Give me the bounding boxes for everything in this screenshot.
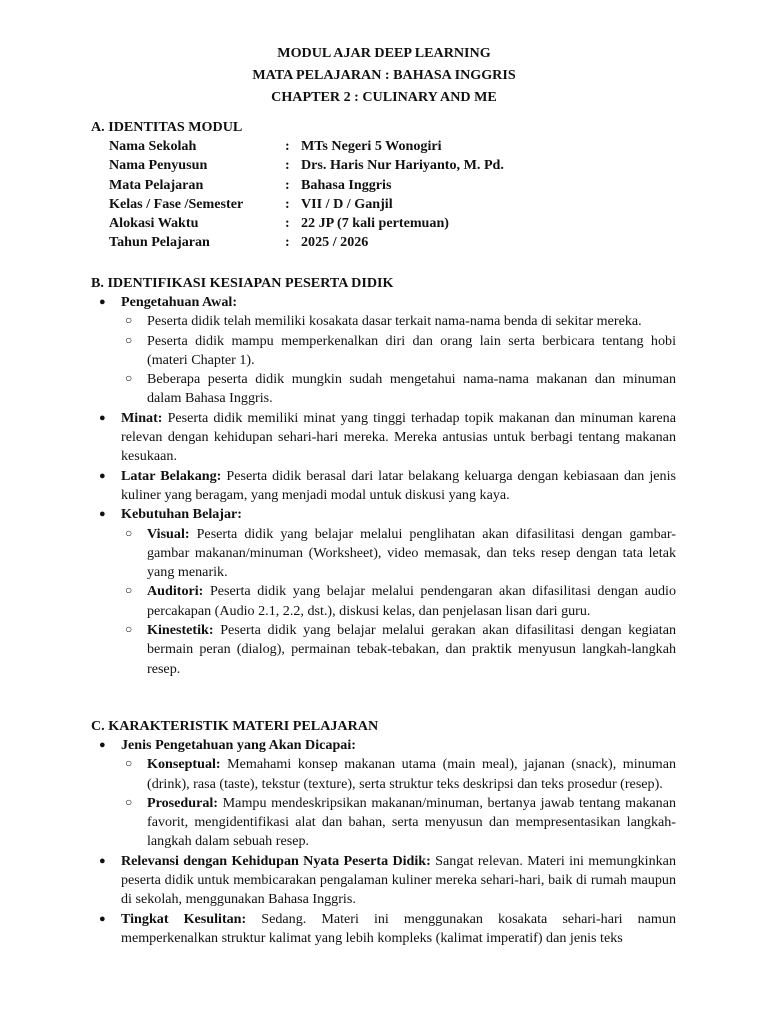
bullet-icon: ● [99, 296, 106, 308]
section-b-list [0, 293, 768, 679]
row-colon: : [285, 195, 290, 212]
row-label: Nama Sekolah [109, 138, 197, 154]
list-item-background [99, 467, 676, 506]
sub-item-label: Auditori: [147, 583, 204, 600]
bullet-icon: ● [99, 912, 106, 925]
item-label: Pengetahuan Awal: [121, 294, 238, 310]
list-item-learning-needs [99, 505, 676, 524]
sub-item-text: Memahami konsep makanan utama (main meal), jajanan (snack), minuman (drink), rasa (taste), tekstur (texture), serta struktur teks deskripsi dan teks prosedur (resep). [147, 756, 676, 792]
sub-item-text: Peserta didik yang belajar melalui pendengaran akan difasilitasi dengan audio percakapan (Audio 2.1, 2.2, dst.), diskusi kelas, dan penjelasan lisan dari guru. [147, 583, 676, 619]
circle-bullet-icon: ○ [125, 313, 133, 328]
row-colon: : [285, 157, 290, 174]
circle-bullet-icon: ○ [125, 622, 133, 637]
circle-bullet-icon: ○ [125, 371, 133, 386]
document-header [0, 42, 768, 108]
sub-item-procedural [125, 794, 676, 852]
row-value: Drs. Haris Nur Hariyanto, M. Pd. [301, 157, 504, 174]
header-title: MODUL AJAR DEEP LEARNING [277, 45, 491, 61]
row-label: Mata Pelajaran [109, 176, 204, 193]
row-colon: : [285, 138, 290, 154]
bullet-icon: ● [99, 469, 106, 482]
list-item-knowledge-types [99, 736, 676, 755]
sub-item-text: Peserta didik telah memiliki kosakata dasar terkait nama-nama benda di sekitar mereka. [147, 313, 642, 330]
sub-item [125, 312, 676, 331]
sub-item [125, 332, 676, 371]
bullet-icon: ● [99, 411, 106, 424]
row-label: Kelas / Fase /Semester [109, 195, 244, 212]
item-label: Kebutuhan Belajar: [121, 506, 242, 523]
row-value: VII / D / Ganjil [301, 195, 393, 212]
row-colon: : [285, 234, 290, 251]
item-label: Minat: [121, 409, 163, 426]
section-c-heading: C. KARAKTERISTIK MATERI PELAJARAN [91, 718, 379, 734]
list-item-relevance [99, 852, 676, 910]
bullet-icon: ● [99, 739, 106, 751]
sub-item-text: Mampu mendeskripsikan makanan/minuman, bertanya jawab tentang makanan favorit, mengidentifikasi alat dan bahan, serta menyusun dan mempresentasikan langkah-langkah dalam sebuah resep. [147, 794, 676, 850]
header-chapter: CHAPTER 2 : CULINARY AND ME [271, 89, 497, 105]
sub-item [125, 370, 676, 409]
list-item-difficulty [99, 910, 676, 949]
sub-item-auditory [125, 582, 676, 621]
bullet-icon: ● [99, 508, 106, 521]
row-value: Bahasa Inggris [301, 176, 392, 193]
sub-item-conceptual [125, 755, 676, 794]
item-text: Sangat relevan. Materi ini memungkinkan peserta didik untuk membicarakan pengalaman kuliner mereka sehari-hari, baik di rumah maupun di sekolah, menggunakan Bahasa Inggris. [121, 852, 676, 908]
sub-item-kinesthetic [125, 621, 676, 679]
sub-item-label: Prosedural: [147, 794, 218, 811]
item-text: Peserta didik memiliki minat yang tinggi terhadap topik makanan dan minuman karena relevan dengan kehidupan sehari-hari mereka. Mereka antusias untuk berbagi tentang makanan kesukaan. [121, 409, 676, 465]
row-colon: : [285, 176, 290, 193]
sub-item-text: Beberapa peserta didik mungkin sudah mengetahui nama-nama makanan dan minuman dalam Bahasa Inggris. [147, 371, 676, 407]
circle-bullet-icon: ○ [125, 756, 133, 771]
list-item-prior-knowledge [99, 293, 676, 312]
circle-bullet-icon: ○ [125, 525, 133, 540]
sub-item-label: Kinestetik: [147, 622, 214, 639]
row-value: 2025 / 2026 [301, 234, 369, 251]
item-label: Relevansi dengan Kehidupan Nyata Peserta Didik: [121, 852, 431, 869]
list-item-interest [99, 409, 676, 467]
row-label: Tahun Pelajaran [109, 234, 210, 251]
section-a-heading: A. IDENTITAS MODUL [91, 119, 243, 135]
section-c-list [0, 736, 768, 948]
sub-item-label: Konseptual: [147, 756, 221, 773]
item-label: Latar Belakang: [121, 467, 222, 484]
item-text: Sedang. Materi ini menggunakan kosakata sehari-hari namun memperkenalkan struktur kalimat yang lebih kompleks (kalimat imperatif) dan jenis teks [121, 910, 676, 946]
row-label: Nama Penyusun [109, 157, 208, 174]
row-label: Alokasi Waktu [109, 215, 199, 232]
sub-item-visual [125, 525, 676, 583]
section-b-heading: B. IDENTIFIKASI KESIAPAN PESERTA DIDIK [91, 275, 394, 291]
sub-item-text: Peserta didik yang belajar melalui penglihatan akan difasilitasi dengan gambar-gambar makanan/minuman (Worksheet), video memasak, dan teks resep dengan tata letak yang menarik. [147, 525, 676, 581]
bullet-icon: ● [99, 854, 106, 867]
header-subject: MATA PELAJARAN : BAHASA INGGRIS [252, 67, 516, 83]
circle-bullet-icon: ○ [125, 332, 133, 347]
item-text: Peserta didik berasal dari latar belakang keluarga dengan kebiasaan dan jenis kuliner yang beragam, yang menjadi modal untuk diskusi yang kaya. [121, 467, 676, 503]
sub-item-text: Peserta didik mampu memperkenalkan diri dan orang lain serta berbicara tentang hobi (materi Chapter 1). [147, 332, 676, 368]
item-label: Tingkat Kesulitan: [121, 910, 247, 927]
row-value: 22 JP (7 kali pertemuan) [301, 215, 449, 232]
row-colon: : [285, 215, 290, 232]
circle-bullet-icon: ○ [125, 794, 133, 809]
item-label: Jenis Pengetahuan yang Akan Dicapai: [121, 737, 356, 753]
circle-bullet-icon: ○ [125, 583, 133, 598]
sub-item-text: Peserta didik yang belajar melalui gerakan akan difasilitasi dengan kegiatan bermain peran (dialog), permainan tebak-tebakan, dan praktik menyusun langkah-langkah resep. [147, 622, 676, 677]
sub-item-label: Visual: [147, 525, 190, 542]
row-value: MTs Negeri 5 Wonogiri [301, 138, 442, 154]
